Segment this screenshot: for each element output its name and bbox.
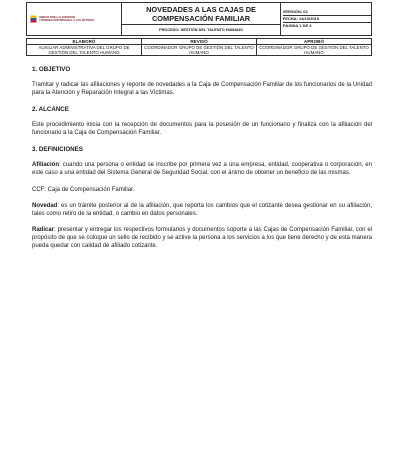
section-heading-objetivo: 1. OBJETIVO <box>32 66 71 73</box>
title-cell <box>122 3 280 36</box>
document-header <box>26 2 372 36</box>
alcance-paragraph: Este procedimiento inicia con la recepción de documentos para la posesión de un funcionario y finaliza con la afiliación del funcionario a la Caja de Compensación Familiar. <box>32 122 372 137</box>
definition-novedad-text: : es un trámite posterior al de la afiliación, que reporta los cambios que el cotizante desea gestionar en su afiliación, tales como retiro de la entidad, o cambio en datos personales. <box>32 202 372 217</box>
process-name: PROCESO: GESTIÓN DEL TALENTO HUMANO <box>122 24 279 34</box>
aprobo-value: COORDINADOR GRUPO DE GESTIÓN DEL TALENTO HUMANO <box>257 45 372 56</box>
definition-radicar <box>32 226 372 250</box>
meta-cell <box>280 3 371 36</box>
aprobo-label: APROBÓ <box>257 39 372 45</box>
approval-table <box>26 38 372 56</box>
definition-radicar-text: : presentar y entregar los respectivos formularios y documentos soporte a las Cajas de Compensación Familiar, con el propósito de que se coloque un sello de recibido y se active la persona a los servicios a los que tiene derecho y de esta manera pueda quedar con calidad de afiliado cotizante. <box>32 226 372 250</box>
document-title-line-1: NOVEDADES A LAS CAJAS DE <box>146 4 256 14</box>
definition-novedad <box>32 202 372 218</box>
term-afiliacion: Afiliación <box>32 162 60 169</box>
logo-text-line-2: Y REPARACIÓN INTEGRAL A LAS VÍCTIMAS <box>39 19 94 22</box>
section-heading-definiciones: 3. DEFINICIONES <box>32 146 83 154</box>
logo-cell <box>27 3 122 36</box>
document-body <box>32 66 372 250</box>
objetivo-paragraph: Tramitar y radicar las afiliaciones y reporte de novedades a la Caja de Compensación Familiar de los funcionarios de la Unidad para la Atención y Reparación Integral a las Víctimas. <box>32 82 372 97</box>
logo-text-line-1: UNIDAD PARA LA ATENCIÓN <box>39 16 75 19</box>
version-label: VERSIÓN: 02 <box>282 9 308 14</box>
definition-afiliacion-text: : cuando una persona o entidad se inscribe por primera vez a una empresa, entidad, cooperativa o corporación, en este caso a una entidad del Sistema General de Seguridad Social, con el ánimo de obtener un beneficio de las mismas. <box>32 162 372 177</box>
elaboro-label: ELABORÓ <box>27 39 142 45</box>
entity-logo <box>27 15 121 24</box>
reviso-value: COORDINADOR GRUPO DE GESTIÓN DEL TALENTO HUMANO <box>142 45 257 56</box>
section-heading-alcance: 2. ALCANCE <box>32 106 69 114</box>
elaboro-value: AUXILIAR ADMINISTRATIVA DEL GRUPO DE GESTIÓN DEL TALENTO HUMANO <box>27 45 142 56</box>
document-title-line-2: COMPENSACIÓN FAMILIAR <box>151 13 251 23</box>
term-radicar: Radicar <box>32 226 55 233</box>
page-number: PÁGINA 1 DE 3 <box>283 22 371 29</box>
date-label: FECHA: 14/10/2015 <box>283 15 371 22</box>
definition-afiliacion <box>32 161 372 177</box>
reviso-label: REVISÓ <box>142 39 257 45</box>
term-novedad: Novedad <box>32 202 58 209</box>
coat-of-arms-icon <box>30 15 37 24</box>
definition-ccf: CCF: Caja de Compensación Familiar. <box>32 186 135 193</box>
